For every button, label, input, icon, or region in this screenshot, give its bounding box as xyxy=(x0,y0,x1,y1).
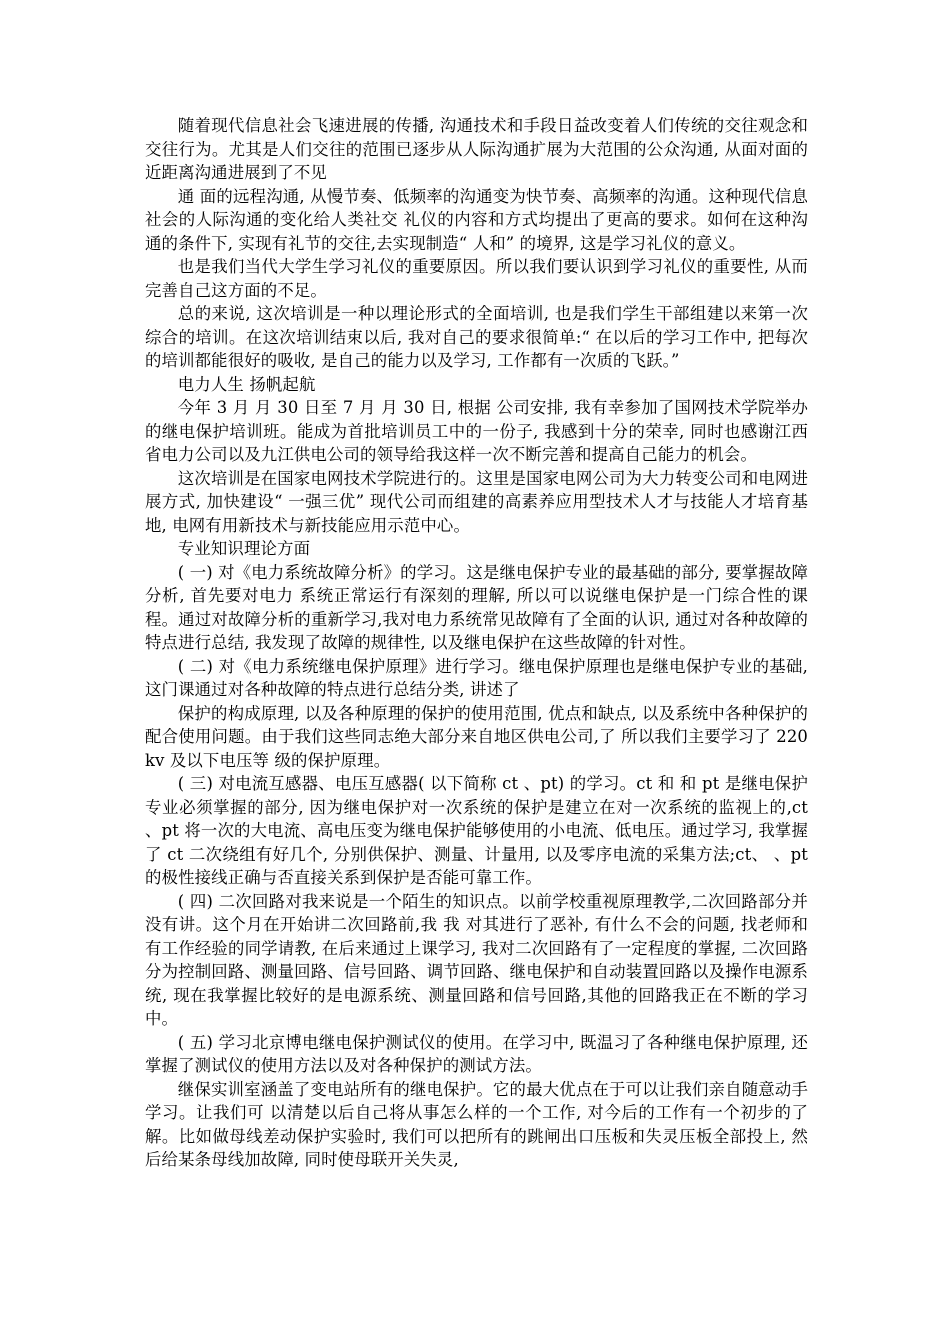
paragraph-3: 也是我们当代大学生学习礼仪的重要原因。所以我们要认识到学习礼仪的重要性, 从而完善自己这方面的不足。 xyxy=(145,257,808,300)
paragraph-15: 继保实训室涵盖了变电站所有的继电保护。它的最大优点在于可以让我们亲自随意动手学习。让我们可 以清楚以后自己将从事怎么样的一个工作, 对今后的工作有一个初步的了解。比如做母线差动保护实验时, 我们可以把所有的跳闸出口压板和失灵压板全部投上, 然后给某条母线加故障, 同时使母联开关失灵, xyxy=(145,1079,808,1169)
paragraph-7: 这次培训是在国家电网技术学院进行的。这里是国家电网公司为大力转变公司和电网进展方式, 加快建设“ 一强三优” 现代公司而组建的高素养应用型技术人才与技能人才培育基地, 电网有用新技术与新技能应用示范中心。 xyxy=(145,468,808,535)
paragraph-12: ( 三) 对电流互感器、电压互感器( 以下简称 ct 、pt) 的学习。ct 和 和 pt 是继电保护专业必须掌握的部分, 因为继电保护对一次系统的保护是建立在对一次系统的监视上的,ct 、pt 将一次的大电流、高电压变为继电保护能够使用的小电流、低电压。通过学习, 我掌握了 ct 二次绕组有好几个, 分别供保护、测量、计量用, 以及零序电流的采集方法;ct、 、pt 的极性接线正确与否直接关系到保护是否能可靠工作。 xyxy=(145,774,808,887)
paragraph-10: ( 二) 对《电力系统继电保护原理》进行学习。继电保护原理也是继电保护专业的基础, 这门课通过对各种故障的特点进行总结分类, 讲述了 xyxy=(145,656,808,699)
paragraph-2: 通 面的远程沟通, 从慢节奏、低频率的沟通变为快节奏、高频率的沟通。这种现代信息社会的人际沟通的变化给人类社交 礼仪的内容和方式均提出了更高的要求。如何在这种沟通的条件下, 实现有礼节的交往,去实现制造“ 人和” 的境界, 这是学习礼仪的意义。 xyxy=(145,186,808,253)
paragraph-14: ( 五) 学习北京博电继电保护测试仪的使用。在学习中, 既温习了各种继电保护原理, 还掌握了测试仪的使用方法以及对各种保护的测试方法。 xyxy=(145,1032,808,1075)
document-page xyxy=(145,114,808,1172)
section-heading-theory: 专业知识理论方面 xyxy=(177,539,311,558)
paragraph-9: ( 一) 对《电力系统故障分析》的学习。这是继电保护专业的最基础的部分, 要掌握故障分析, 首先要对电力 系统正常运行有深刻的理解, 所以可以说继电保护是一门综合性的课程。通过对故障分析的重新学习,我对电力系统常见故障有了全面的认识, 通过对各种故障的特点进行总结, 我发现了故障的规律性, 以及继电保护在这些故障的针对性。 xyxy=(145,562,808,652)
paragraph-11: 保护的构成原理, 以及各种原理的保护的使用范围, 优点和缺点, 以及系统中各种保护的配合使用问题。由于我们这些同志绝大部分来自地区供电公司,了 所以我们主要学习了 220kv 及以下电压等 级的保护原理。 xyxy=(145,703,808,770)
paragraph-4: 总的来说, 这次培训是一种以理论形式的全面培训, 也是我们学生干部组建以来第一次综合的培训。在这次培训结束以后, 我对自己的要求很简单:“ 在以后的学习工作中, 把每次的培训都能很好的吸收, 是自己的能力以及学习, 工作都有一次质的飞跃。” xyxy=(145,304,808,370)
paragraph-13: ( 四) 二次回路对我来说是一个陌生的知识点。以前学校重视原理教学,二次回路部分并没有讲。这个月在开始讲二次回路前,我 我 对其进行了恶补, 有什么不会的问题, 找老师和有工作经验的同学请教, 在后来通过上课学习, 我对二次回路有了一定程度的掌握, 二次回路分为控制回路、测量回路、信号回路、调节回路、继电保护和自动装置回路以及操作电源系统, 现在我掌握比较好的是电源系统、测量回路和信号回路,其他的回路我正在不断的学习中。 xyxy=(145,891,808,1028)
paragraph-6: 今年 3 月 月 30 日至 7 月 月 30 日, 根据 公司安排, 我有幸参加了国网技术学院举办的继电保护培训班。能成为首批培训员工中的一份子, 我感到十分的荣幸, 同时也感谢江西省电力公司以及九江供电公司的领导给我这样一次不断完善和提高自己能力的机会。 xyxy=(145,398,808,464)
paragraph-1: 随着现代信息社会飞速进展的传播, 沟通技术和手段日益改变着人们传统的交往观念和交往行为。尤其是人们交往的范围已逐步从人际沟通扩展为大范围的公众沟通, 从面对面的近距离沟通进展到了不见 xyxy=(145,116,808,182)
section-heading-power-life: 电力人生 扬帆起航 xyxy=(177,374,316,394)
